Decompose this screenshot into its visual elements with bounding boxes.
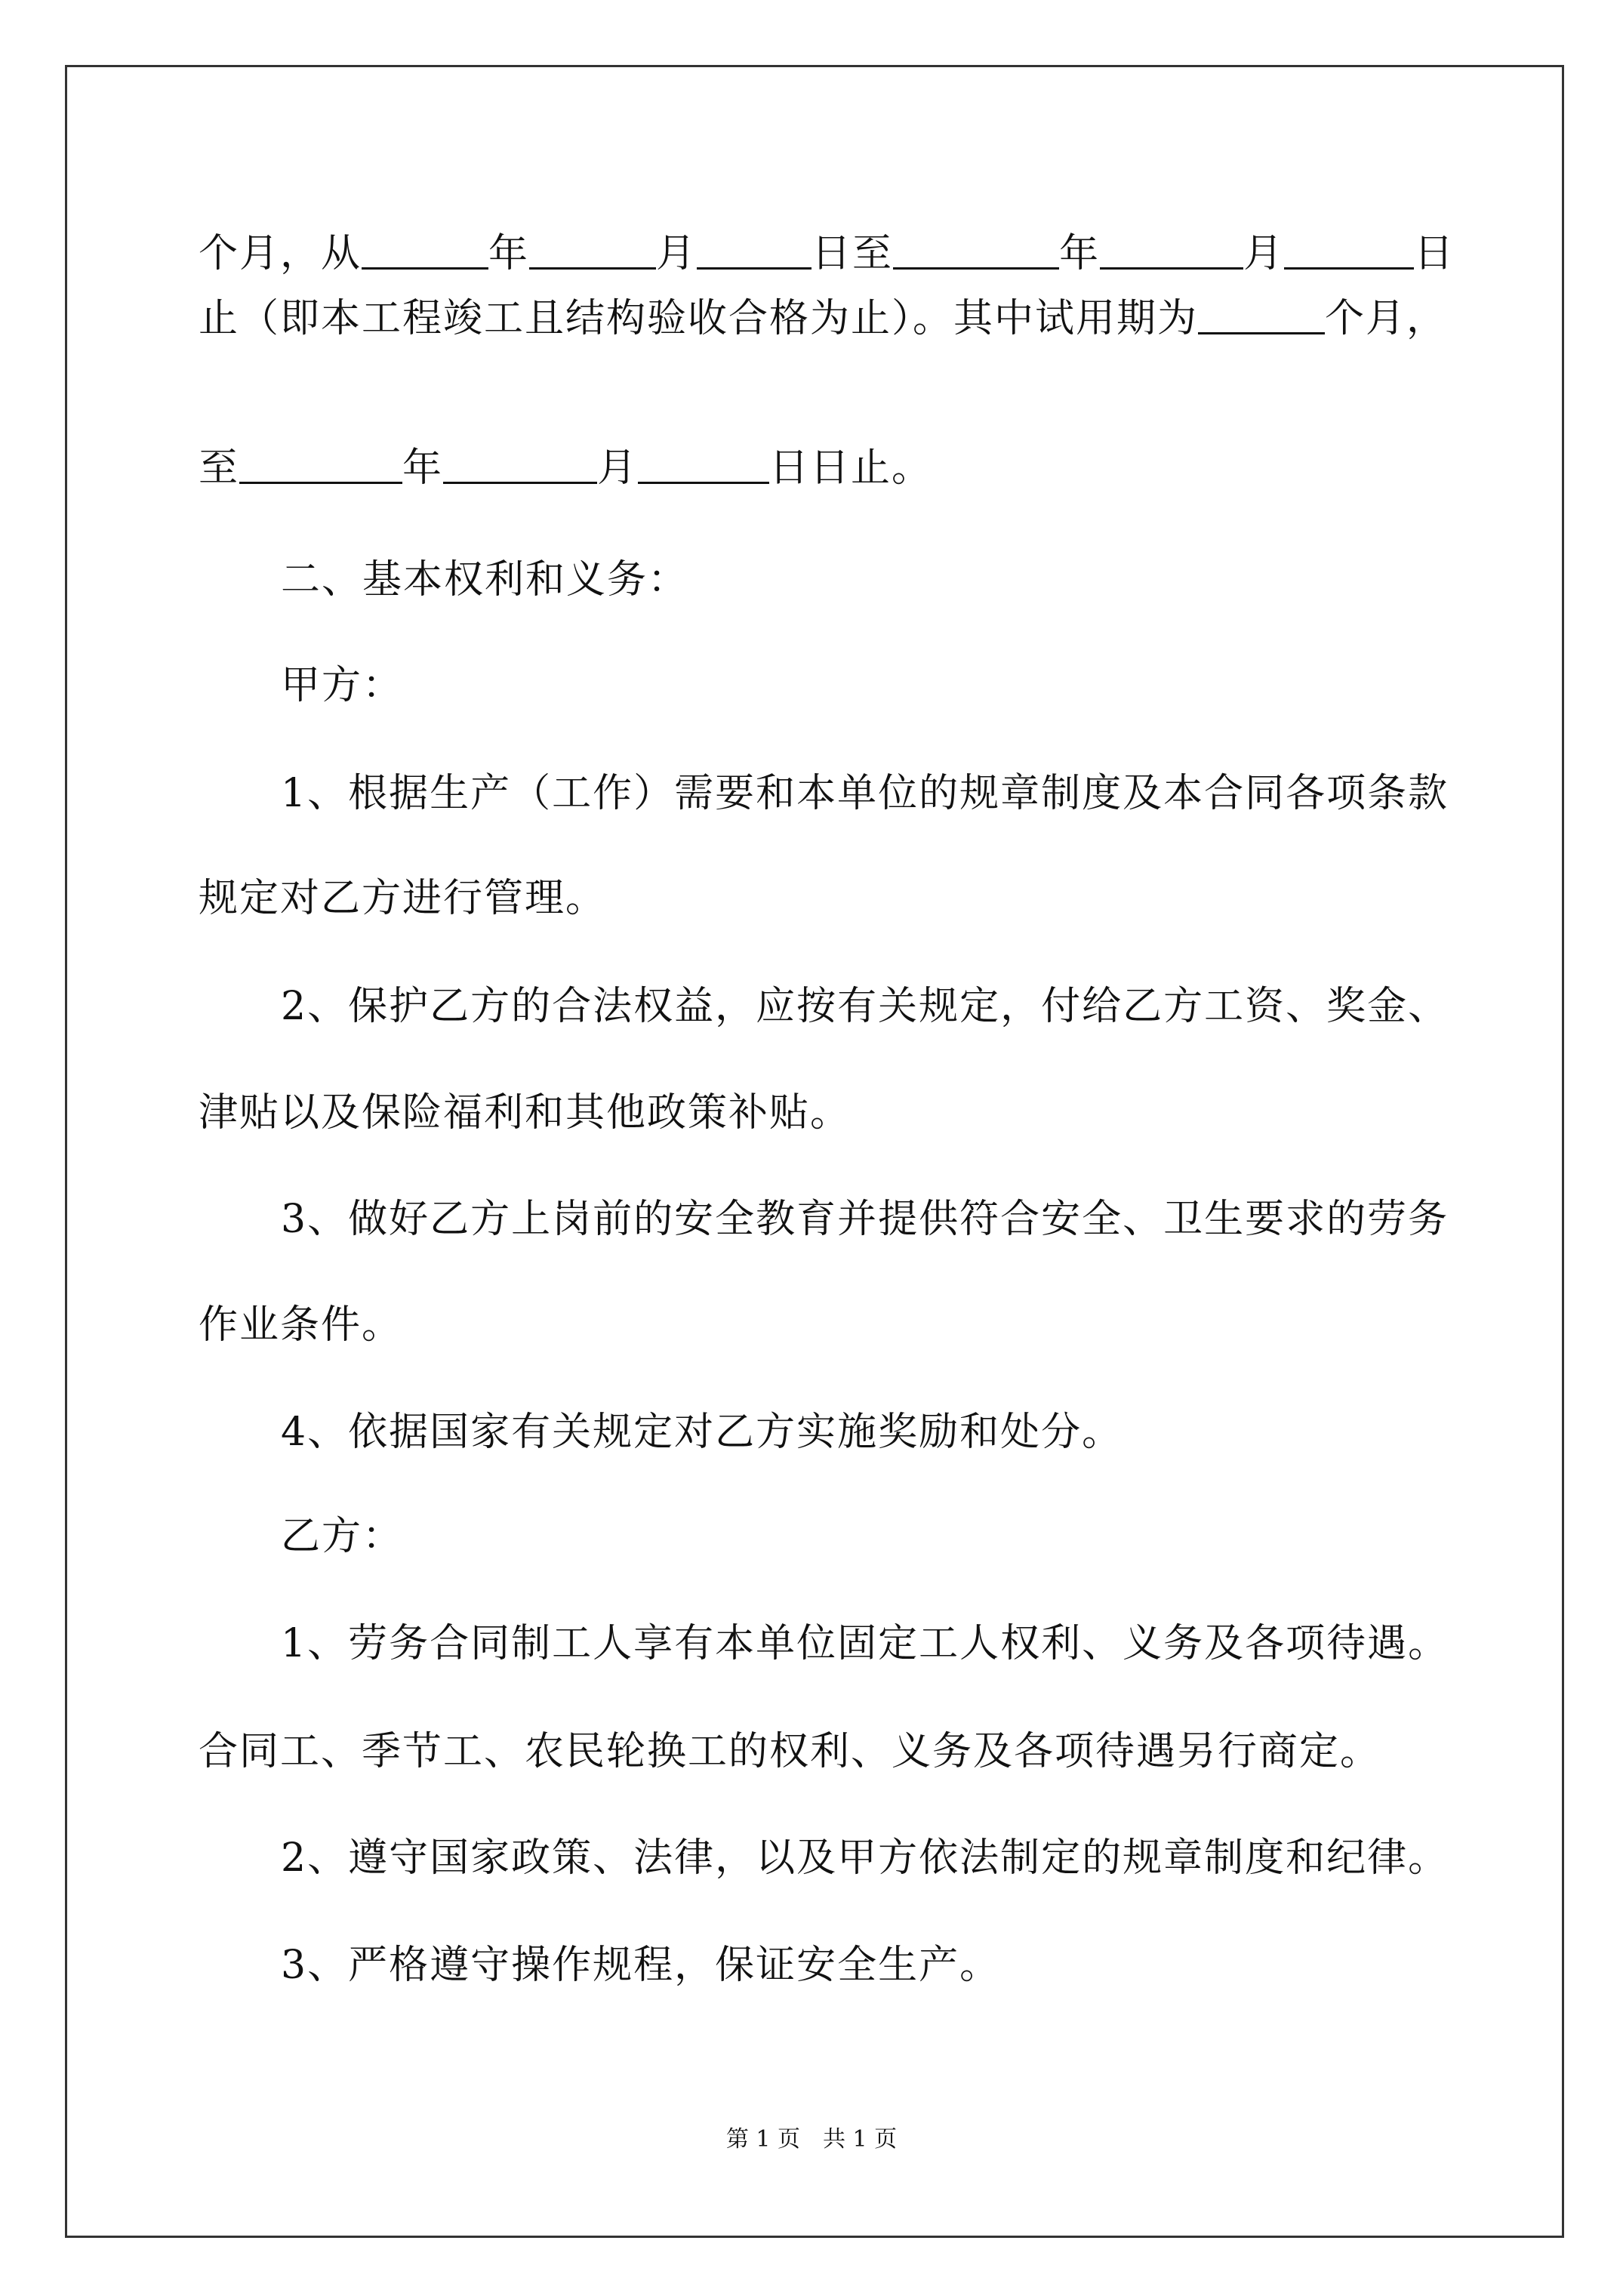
year-label: 年 xyxy=(488,231,530,276)
text-prefix: 至 xyxy=(199,445,240,491)
year-label: 年 xyxy=(402,445,444,491)
day-label: 日日止。 xyxy=(769,445,933,491)
blank-field xyxy=(697,234,812,270)
blank-field xyxy=(1198,299,1325,334)
blank-field xyxy=(529,234,656,270)
blank-field xyxy=(362,234,488,270)
day-label: 日至 xyxy=(812,231,894,276)
blank-field xyxy=(443,448,597,484)
party-b-item-2: 2、遵守国家政策、法律，以及甲方依法制定的规章制度和纪律。 xyxy=(281,1835,1449,1881)
blank-field xyxy=(893,234,1059,270)
probation-suffix: 个月， xyxy=(1325,296,1448,341)
blank-field xyxy=(1100,234,1243,270)
blank-field xyxy=(1284,234,1414,270)
party-a-item-3: 3、做好乙方上岗前的安全教育并提供符合安全、卫生要求的劳务 xyxy=(281,1197,1449,1242)
party-a-item-2-cont: 津贴以及保险福利和其他政策补贴。 xyxy=(199,1090,852,1136)
party-a-item-4: 4、依据国家有关规定对乙方实施奖励和处分。 xyxy=(281,1410,1123,1455)
page-frame xyxy=(65,65,1564,2238)
period-line xyxy=(199,231,1455,276)
probation-end-line xyxy=(199,445,932,491)
text-prefix: 个月，从 xyxy=(199,231,362,276)
party-b-item-1: 1、劳务合同制工人享有本单位固定工人权利、义务及各项待遇。 xyxy=(281,1621,1449,1666)
probation-text: 止（即本工程竣工且结构验收合格为止）。其中试用期为 xyxy=(199,296,1199,341)
party-a-item-2: 2、保护乙方的合法权益，应按有关规定，付给乙方工资、奖金、 xyxy=(281,984,1449,1029)
party-b-item-3: 3、严格遵守操作规程，保证安全生产。 xyxy=(281,1943,1001,1988)
month-label: 月 xyxy=(1243,231,1285,276)
party-a-item-1: 1、根据生产（工作）需要和本单位的规章制度及本合同各项条款 xyxy=(281,771,1449,816)
day-label: 日 xyxy=(1414,231,1455,276)
month-label: 月 xyxy=(597,445,639,491)
blank-field xyxy=(239,448,402,484)
page-footer: 第 1 页 共 1 页 xyxy=(725,2126,898,2153)
party-a-item-1-cont: 规定对乙方进行管理。 xyxy=(199,876,607,921)
month-label: 月 xyxy=(656,231,698,276)
party-a-item-3-cont: 作业条件。 xyxy=(199,1302,403,1348)
party-a-label: 甲方： xyxy=(281,663,404,708)
blank-field xyxy=(638,448,769,484)
probation-line xyxy=(199,296,1447,341)
party-b-label: 乙方： xyxy=(281,1514,404,1559)
year-label: 年 xyxy=(1059,231,1101,276)
section-heading: 二、基本权利和义务： xyxy=(281,557,689,603)
party-b-item-1-cont: 合同工、季节工、农民轮换工的权利、义务及各项待遇另行商定。 xyxy=(199,1729,1381,1774)
